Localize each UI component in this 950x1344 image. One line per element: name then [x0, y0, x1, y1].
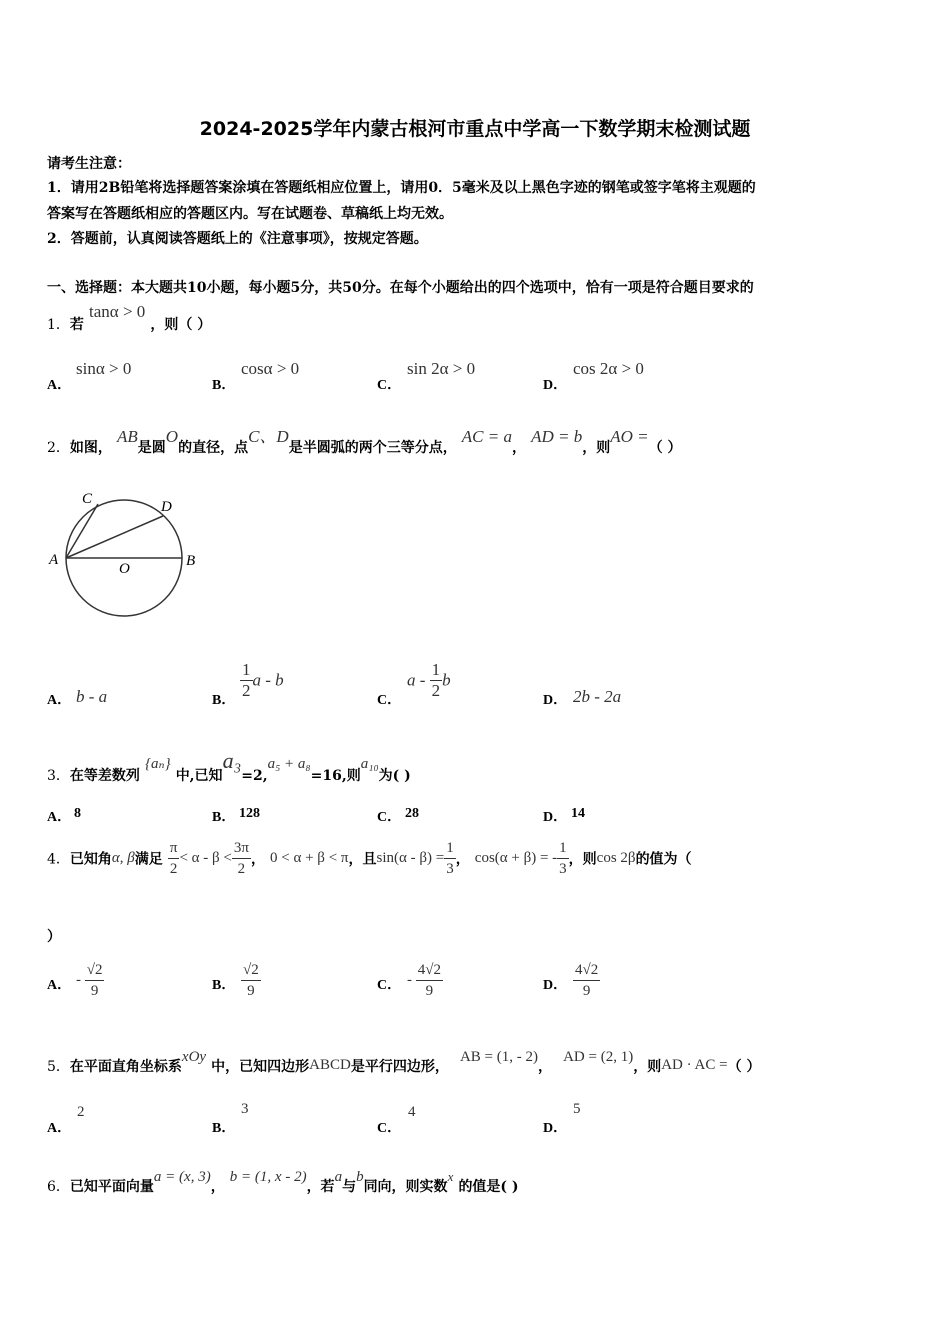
option-b: 128	[239, 806, 260, 821]
label-b: B	[186, 553, 196, 569]
option-a: 2	[77, 1104, 85, 1120]
page-title: 2024-2025学年内蒙古根河市重点中学高一下数学期末检测试题	[199, 118, 751, 140]
question-1: 1．若 tanα > 0 ，则（ ）	[47, 302, 212, 333]
option-b-value: $\frac{√2}{9}$	[243, 962, 259, 999]
question-6: 6．已知平面向量a = (x, 3)， b = (1, x - 2)，若a与b同向，则实数x 的值是( )	[47, 1169, 519, 1195]
option-b	[212, 960, 236, 993]
question-number: 4．	[47, 851, 70, 868]
option-label-b: B．	[212, 810, 236, 825]
option-b: 3	[241, 1101, 249, 1117]
option-label-d: D．	[543, 978, 568, 993]
question-5: 5．在平面直角坐标系xOy 中，已知四边形ABCD是平行四边形， AB = (1, - 2)， AD = (2, 1)，则AD · AC =（ ）	[47, 1049, 761, 1075]
option-d-value: $\frac{4√2}{9}$	[575, 962, 599, 999]
option-c: a - $\frac{1}{2}$ b	[407, 660, 451, 700]
option-label-a: A．	[47, 810, 72, 825]
option-c: 4	[408, 1104, 416, 1120]
option-d	[543, 960, 568, 993]
question-number: 2．	[47, 440, 70, 456]
notice-line-2: 答案写在答题纸相应的答题区内。写在试题卷、草稿纸上均无效。	[47, 206, 453, 222]
option-a-value: - $\frac{√2}{9}$	[76, 962, 103, 999]
label-a: A	[49, 552, 59, 568]
option-a: 8	[74, 806, 81, 821]
question-4: 4．已知角α, β满足 $\frac{\pi}{2}$ < α - β < $\frac{3\pi}{2}$ ， 0 < α + β < π，且sin(α - β) = $\frac{1}{3}$ ， cos(α + β) = - $\frac{1}{3}$ ，则cos 2β的值为（	[47, 840, 692, 877]
option-c	[377, 960, 402, 993]
label-o: O	[119, 561, 130, 577]
section-heading: 一、选择题：本大题共10小题，每小题5分，共50分。在每个小题给出的四个选项中，恰有一项是符合题目要求的	[47, 280, 754, 296]
notice-line-3: 2．答题前，认真阅读答题纸上的《注意事项》，按规定答题。	[47, 231, 428, 247]
math-expression: tanα > 0	[89, 302, 146, 321]
option-label-d: D．	[543, 693, 568, 708]
question-3: 3．在等差数列 {aₙ} 中,已知a₃=2,a₅ + a₈=16,则a₁₀为( )	[47, 748, 411, 784]
option-label-c: C．	[377, 1121, 402, 1136]
option-label-c: C．	[377, 978, 402, 993]
option-a: b - a	[76, 687, 108, 706]
option-b: $\frac{1}{2}$ a - b	[242, 660, 284, 700]
question-number: 1．	[47, 317, 70, 333]
option-a	[47, 960, 72, 993]
question-4-close: ）	[47, 929, 61, 945]
option-a: sinα > 0	[76, 359, 132, 378]
question-number: 5．	[47, 1059, 70, 1075]
option-d: 5	[573, 1101, 581, 1117]
option-b: cosα > 0	[241, 359, 300, 378]
option-c: sin 2α > 0	[407, 359, 476, 378]
option-c: 28	[405, 806, 419, 821]
notice-heading: 请考生注意：	[47, 156, 131, 172]
option-label-a: A．	[47, 693, 72, 708]
label-d: D	[161, 499, 172, 515]
option-label-b: B．	[212, 378, 236, 393]
question-2: 2．如图， AB是圆O的直径，点C、D是半圆弧的两个三等分点， AC = a， AD = b，则AO =（ ）	[47, 427, 682, 456]
option-d: cos 2α > 0	[573, 359, 644, 378]
option-label-c: C．	[377, 378, 402, 393]
notice-line-1: 1．请用2B铅笔将选择题答案涂填在答题纸相应位置上，请用0．5毫米及以上黑色字迹的钢笔或签字笔将主观题的	[47, 180, 756, 196]
chord-ac	[66, 504, 98, 558]
option-c-value: - $\frac{4√2}{9}$	[407, 962, 441, 999]
option-label-a: A．	[47, 1121, 72, 1136]
option-label-c: C．	[377, 810, 402, 825]
chord-ad	[66, 516, 163, 558]
option-label-b: B．	[212, 978, 236, 993]
label-c: C	[82, 491, 93, 507]
option-d: 2b - 2a	[573, 687, 622, 706]
option-label-d: D．	[543, 378, 568, 393]
option-label-b: B．	[212, 693, 236, 708]
question-number: 3．	[47, 768, 70, 784]
option-d: 14	[571, 806, 585, 821]
option-label-a: A．	[47, 978, 72, 993]
option-label-c: C．	[377, 693, 402, 708]
circle-diagram	[45, 485, 205, 620]
option-label-d: D．	[543, 1121, 568, 1136]
question-number: 6．	[47, 1179, 70, 1195]
option-label-b: B．	[212, 1121, 236, 1136]
option-label-a: A．	[47, 378, 72, 393]
option-label-d: D．	[543, 810, 568, 825]
